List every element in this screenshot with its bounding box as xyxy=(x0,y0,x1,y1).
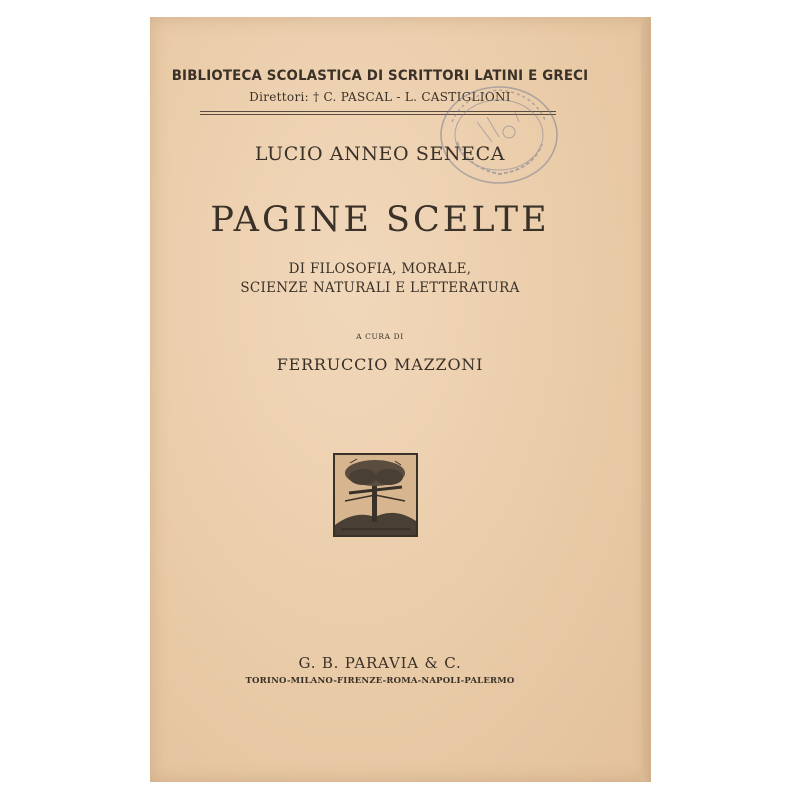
subtitle-line-2: SCIENZE NATURALI E LETTERATURA xyxy=(240,280,520,296)
library-stamp-icon xyxy=(437,82,561,188)
subtitle-line-1: DI FILOSOFIA, MORALE, xyxy=(288,261,472,277)
tree-emblem-icon xyxy=(333,453,418,537)
publisher-name: G. B. PARAVIA & C. xyxy=(298,654,462,672)
book-title: PAGINE SCELTE xyxy=(210,200,550,240)
curator-label: A CURA DI xyxy=(356,332,404,341)
series-title: BIBLIOTECA SCOLASTICA DI SCRITTORI LATINI E GRECI xyxy=(171,68,589,84)
series-directors: Direttori: † C. PASCAL - L. CASTIGLIONI xyxy=(249,90,511,104)
publisher-cities: TORINO-MILANO-FIRENZE-ROMA-NAPOLI-PALERMO xyxy=(245,676,515,686)
author-name: LUCIO ANNEO SENECA xyxy=(254,143,506,165)
curator-name: FERRUCCIO MAZZONI xyxy=(276,355,484,374)
